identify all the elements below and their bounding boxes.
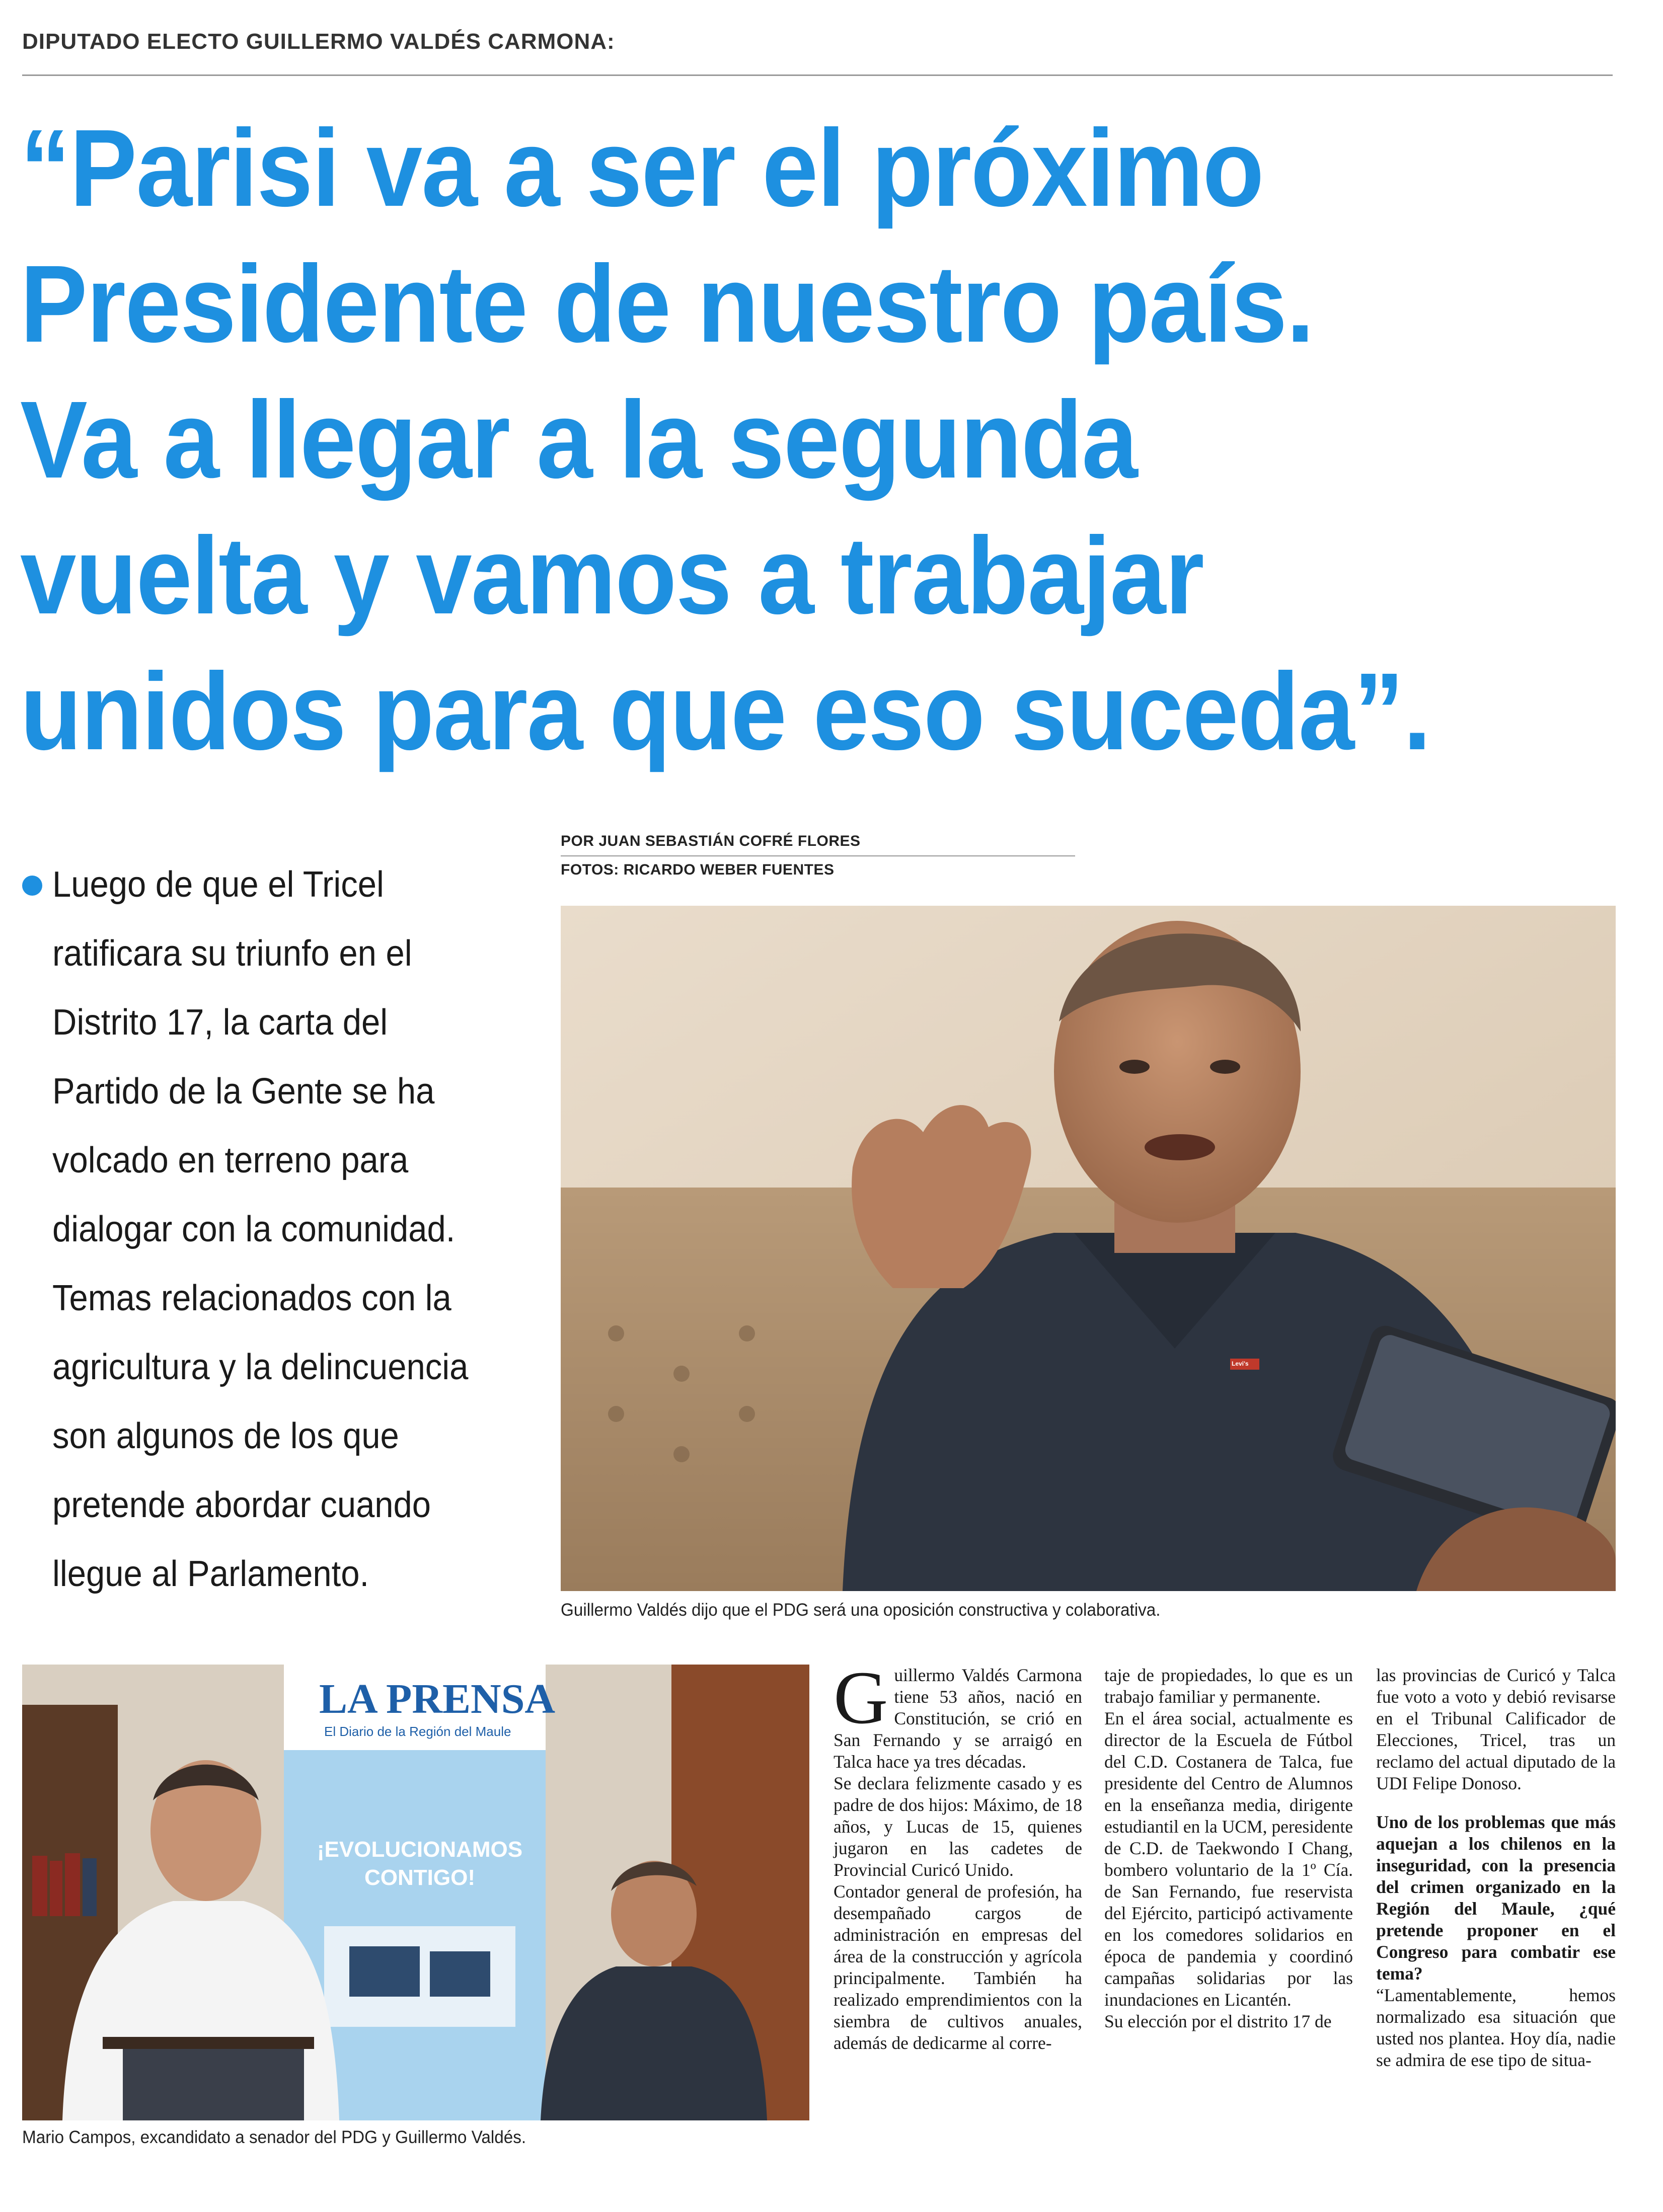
interview-answer: “Lamentablemente, hemos normalizado esa situación que usted nos plantea. Hoy día, nadie se admira de ese tipo de situa- [1376,1985,1616,2070]
body-column-2 [1104,1665,1353,2032]
lead-paragraph-2: Temas relacionados con la agricultura y la delincuencia son algunos de los que pretende abordar cuando llegue al Parlamento. [52,1278,469,1594]
body-paragraph: uillermo Valdés Carmona tiene 53 años, nació en Constitución, se crió en San Fernando y se arraigó en Talca hace ya tres décadas. [834,1665,1082,1772]
headline-line-3: Va a llegar a la segunda [20,379,1137,501]
kicker-divider [22,74,1613,76]
body-paragraph: Su elección por el distrito 17 de [1104,2011,1332,2031]
byline-divider [561,855,1075,856]
kicker: DIPUTADO ELECTO GUILLERMO VALDÉS CARMONA: [22,29,615,54]
bullet-dot-icon [22,876,42,896]
lead-summary [52,850,502,1609]
headline-line-4: vuelta y vamos a trabajar [20,515,1203,637]
body-paragraph: Se declara felizmente casado y es padre de dos hijos: Máximo, de 18 años, y Lucas de 15, quienes jugaron en las cadetes de Provincial Curicó Unido. [834,1773,1082,1880]
shirt-logo: Levi's [1232,1360,1249,1367]
lead-paragraph-1: Luego de que el Tricel ratificara su triunfo en el Distrito 17, la carta del Partido de la Gente se ha volcado en terreno para dialogar con la comunidad. [52,864,456,1249]
body-paragraph: Contador general de profesión, ha desempañado cargos de administración en empresas del área de la construcción y agrícola principalmente. También ha realizado emprendimientos con la siembra de cultivos anuales, además de dedicarme al corre- [834,1881,1082,2053]
body-column-1 [834,1656,1082,2054]
banner-subtitle: El Diario de la Región del Maule [324,1724,511,1739]
secondary-photo-caption: Mario Campos, excandidato a senador del PDG y Guillermo Valdés. [22,2127,526,2147]
secondary-photo [22,1665,809,2120]
byline-author: POR JUAN SEBASTIÁN COFRÉ FLORES [561,833,861,849]
headline-line-5: unidos para que eso suceda”. [20,651,1430,773]
byline-photos: FOTOS: RICARDO WEBER FUENTES [561,861,835,878]
body-paragraph: las provincias de Curicó y Talca fue voto a voto y debió revisarse en el Tribunal Calificador de Elecciones, Tricel, tras un reclamo del actual diputado de la UDI Felipe Donoso. [1376,1665,1616,1793]
headline [20,101,1521,780]
banner-title: LA PRENSA [319,1676,556,1722]
main-photo-caption: Guillermo Valdés dijo que el PDG será una oposición constructiva y colaborativa. [561,1600,1161,1620]
interview-question: Uno de los problemas que más aquejan a los chilenos en la inseguridad, con la presencia del crimen organizado en la Región del Maule, ¿qué pretende proponer en el Congreso para combatir ese tema? [1376,1812,1616,1984]
body-column-3 [1376,1665,1616,2071]
drop-cap: G [834,1656,888,1740]
body-paragraph: En el área social, actualmente es director de la Escuela de Fútbol del C.D. Costanera de Talca, fue presidente del Centro de Alumnos en la enseñanza media, dirigente estudiantil en la UCM, peresidente de C.D. de Taekwondo I Chang, bombero voluntario de la 1º Cía. de San Fernando, fue reservista del Ejército, participó activamente en los comedores solidarios en época de pandemia y coordinó campañas solidarias por las inundaciones en Licantén. [1104,1708,1353,2010]
body-paragraph: taje de propiedades, lo que es un trabajo familiar y permanente. [1104,1665,1353,1707]
main-photo [561,906,1616,1591]
headline-line-2: Presidente de nuestro país. [20,243,1314,365]
main-photo-illustration [561,906,1616,1591]
banner-slogan: ¡EVOLUCIONAMOS CONTIGO! [317,1837,523,1890]
headline-line-1: “Parisi va a ser el próximo [20,107,1263,229]
